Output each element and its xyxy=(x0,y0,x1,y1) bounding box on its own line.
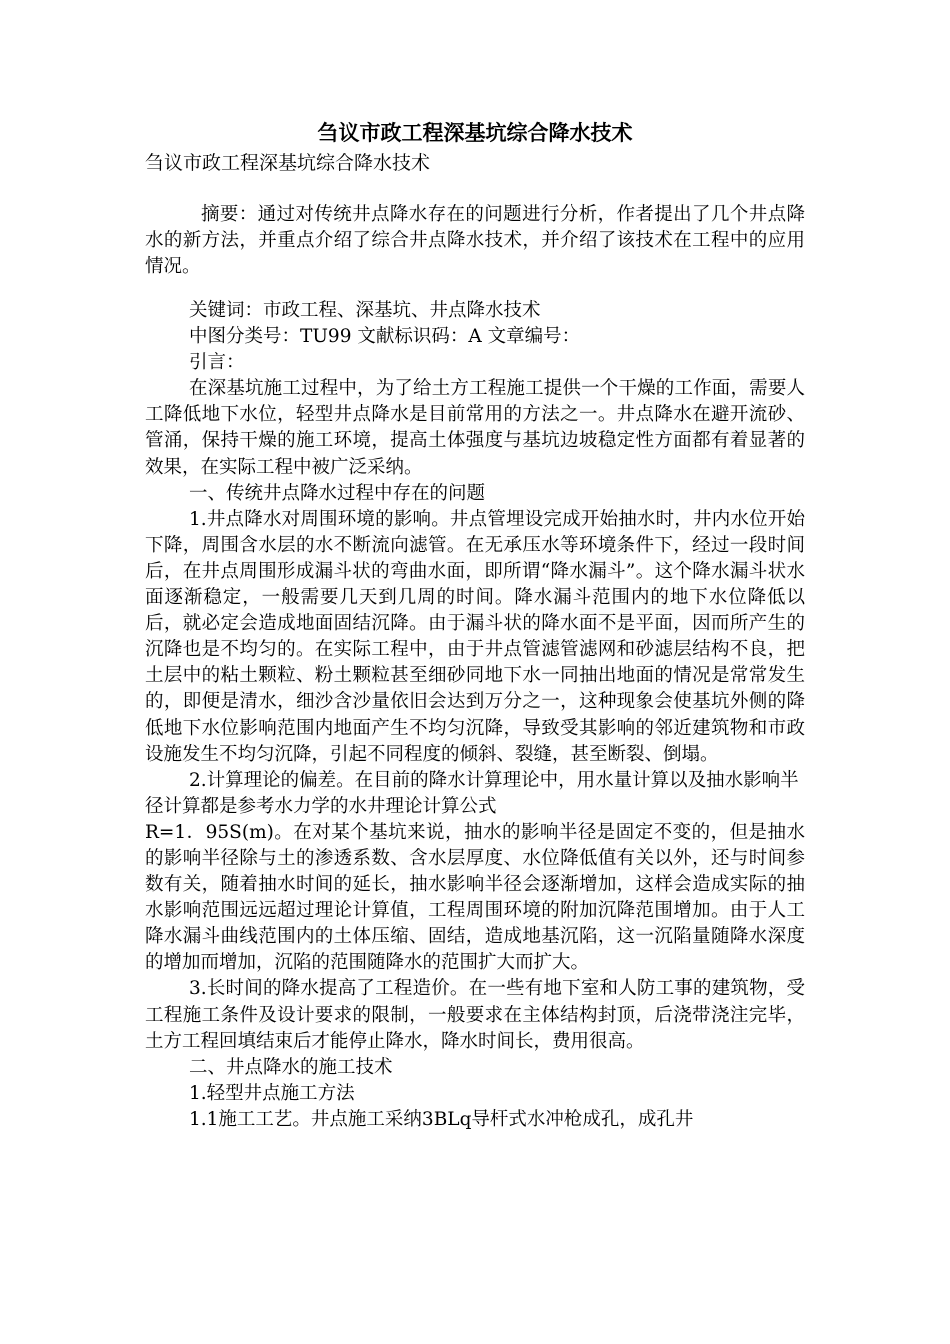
section1-item1: 1.井点降水对周围环境的影响。井点管埋设完成开始抽水时，井内水位开始下降，周围含水层的水不断流向滤管。在无承压水等环境条件下，经过一段时间后，在井点周围形成漏斗状的弯曲水面，即所谓“降水漏斗”。这个降水漏斗状水面逐渐稳定，一般需要几天到几周的时间。降水漏斗范围内的地下水位降低以后，就必定会造成地面固结沉降。由于漏斗状的降水面不是平面，因而所产生的沉降也是不均匀的。在实际工程中，由于井点管滤管滤网和砂滤层结构不良，把土层中的粘土颗粒、粉土颗粒甚至细砂同地下水一同抽出地面的情况是常常发生的，即便是清水，细沙含沙量依旧会达到万分之一，这种现象会使基坑外侧的降低地下水位影响范围内地面产生不均匀沉降，导致受其影响的邻近建筑物和市政设施发生不均匀沉降，引起不同程度的倾斜、裂缝，甚至断裂、倒塌。 xyxy=(145,508,805,765)
main-body xyxy=(145,298,805,1133)
section1-item2-rest: R=1．95S(m)。在对某个基坑来说，抽水的影响半径是固定不变的，但是抽水的影响半径除与土的渗透系数、含水层厚度、水位降低值有关以外，还与时间参数有关，随着抽水时间的延长，抽水影响半径会逐渐增加，这样会造成实际的抽水影响范围远远超过理论计算值，工程周围环境的附加沉降范围增加。由于人工降水漏斗曲线范围内的土体压缩、固结，造成地基沉陷，这一沉陷量随降水深度的增加而增加，沉陷的范围随降水的范围扩大而扩大。 xyxy=(145,821,805,974)
section1-item2-first: 2.计算理论的偏差。在目前的降水计算理论中，用水量计算以及抽水影响半径计算都是参考水力学的水井理论计算公式 xyxy=(145,769,799,817)
intro-heading: 引言： xyxy=(189,352,245,374)
section1-item3: 3.长时间的降水提高了工程造价。在一些有地下室和人防工事的建筑物，受工程施工条件及设计要求的限制，一般要求在主体结构封顶，后浇带浇注完毕，土方工程回填结束后才能停止降水，降水时间长，费用很高。 xyxy=(145,978,805,1052)
keywords-line: 关键词：市政工程、深基坑、井点降水技术 xyxy=(189,300,541,321)
document-subtitle: 刍议市政工程深基坑综合降水技术 xyxy=(145,152,431,174)
section2-heading: 二、井点降水的施工技术 xyxy=(189,1056,393,1078)
classification-line: 中图分类号：TU99 文献标识码：A 文章编号： xyxy=(189,326,581,348)
section2-sub1-1: 1.1施工工艺。井点施工采纳3BLq导杆式水冲枪成孔，成孔井 xyxy=(189,1108,694,1130)
section1-heading: 一、传统井点降水过程中存在的问题 xyxy=(189,482,486,504)
abstract-paragraph: 摘要：通过对传统井点降水存在的问题进行分析，作者提出了几个井点降水的新方法，并重点介绍了综合井点降水技术，并介绍了该技术在工程中的应用情况。 xyxy=(145,204,805,278)
document-title: 刍议市政工程深基坑综合降水技术 xyxy=(317,121,633,145)
intro-paragraph: 在深基坑施工过程中，为了给土方工程施工提供一个干燥的工作面，需要人工降低地下水位，轻型井点降水是目前常用的方法之一。井点降水在避开流砂、管涌，保持干燥的施工环境，提高土体强度与基坑边坡稳定性方面都有着显著的效果，在实际工程中被广泛采纳。 xyxy=(145,378,805,478)
abstract-block xyxy=(145,202,805,280)
section2-sub1: 1.轻型井点施工方法 xyxy=(189,1082,355,1104)
